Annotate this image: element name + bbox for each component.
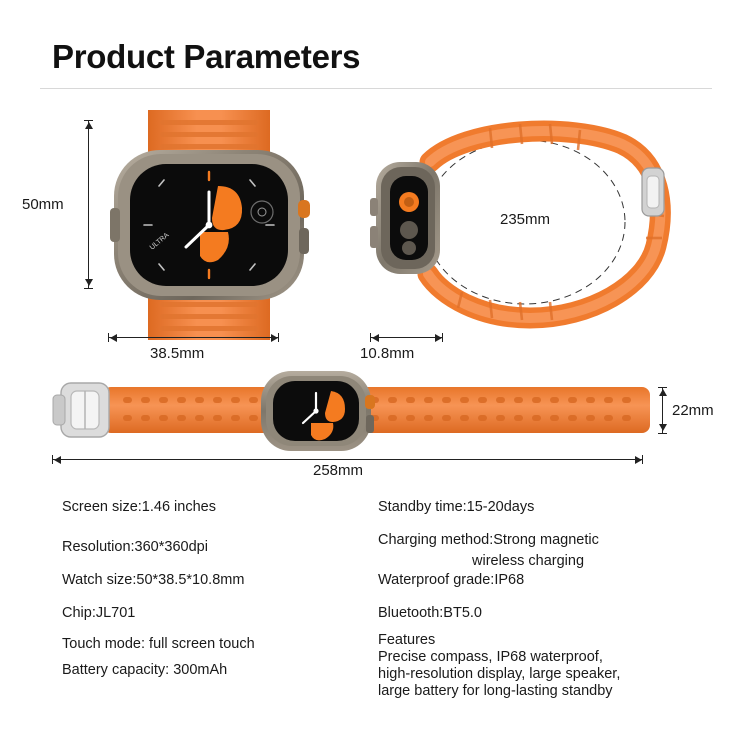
spec-charging-method-cont: wireless charging [472,553,585,569]
strap-width-cap-top [658,387,667,388]
thickness-line [370,337,442,338]
front-height-cap-top [84,120,93,121]
thickness-arrow-right [435,334,442,342]
front-height-line [88,120,89,288]
total-length-line [52,459,642,460]
spec-features-heading: Features [378,632,436,648]
total-length-cap-left [52,455,53,464]
spec-features-line-3: large battery for long-lasting standby [378,683,613,699]
svg-text:ULTRA: ULTRA [148,231,171,252]
strap-width-label: 22mm [672,402,714,419]
front-height-arrow-down [85,279,93,286]
spec-features-line-2: high-resolution display, large speaker, [378,666,621,682]
spec-watch-size: Watch size:50*38.5*10.8mm [62,572,245,588]
thickness-arrow-left [372,334,379,342]
thickness-cap-right [442,333,443,342]
front-height-label: 50mm [22,196,64,213]
total-length-arrow-left [54,456,61,464]
strap-width-cap-bottom [658,433,667,434]
total-length-label: 258mm [313,462,364,479]
circumference-label: 235mm [500,211,551,228]
watch-flat-view [45,365,665,455]
front-width-arrow-right [271,334,278,342]
title-divider [40,88,712,89]
spec-standby-time: Standby time:15-20days [378,499,535,515]
front-height-arrow-up [85,122,93,129]
spec-battery-capacity: Battery capacity: 300mAh [62,662,228,678]
front-width-label: 38.5mm [150,345,205,362]
front-width-cap-left [108,333,109,342]
total-length-arrow-right [635,456,642,464]
front-height-cap-bottom [84,288,93,289]
page-title: Product Parameters [52,38,361,75]
spec-chip: Chip:JL701 [62,605,136,621]
strap-width-arrow-up [659,389,667,396]
spec-charging-method: Charging method:Strong magnetic [378,532,599,548]
spec-screen-size: Screen size:1.46 inches [62,499,216,515]
total-length-cap-right [642,455,643,464]
watch-front-view [100,100,340,350]
thickness-cap-left [370,333,371,342]
thickness-label: 10.8mm [360,345,415,362]
spec-resolution: Resolution:360*360dpi [62,539,208,555]
front-width-line [108,337,278,338]
spec-touch-mode: Touch mode: full screen touch [62,636,255,652]
spec-waterproof-grade: Waterproof grade:IP68 [378,572,525,588]
spec-bluetooth: Bluetooth:BT5.0 [378,605,482,621]
front-width-arrow-left [110,334,117,342]
front-width-cap-right [278,333,279,342]
spec-features-line-1: Precise compass, IP68 waterproof, [378,649,603,665]
strap-width-arrow-down [659,424,667,431]
